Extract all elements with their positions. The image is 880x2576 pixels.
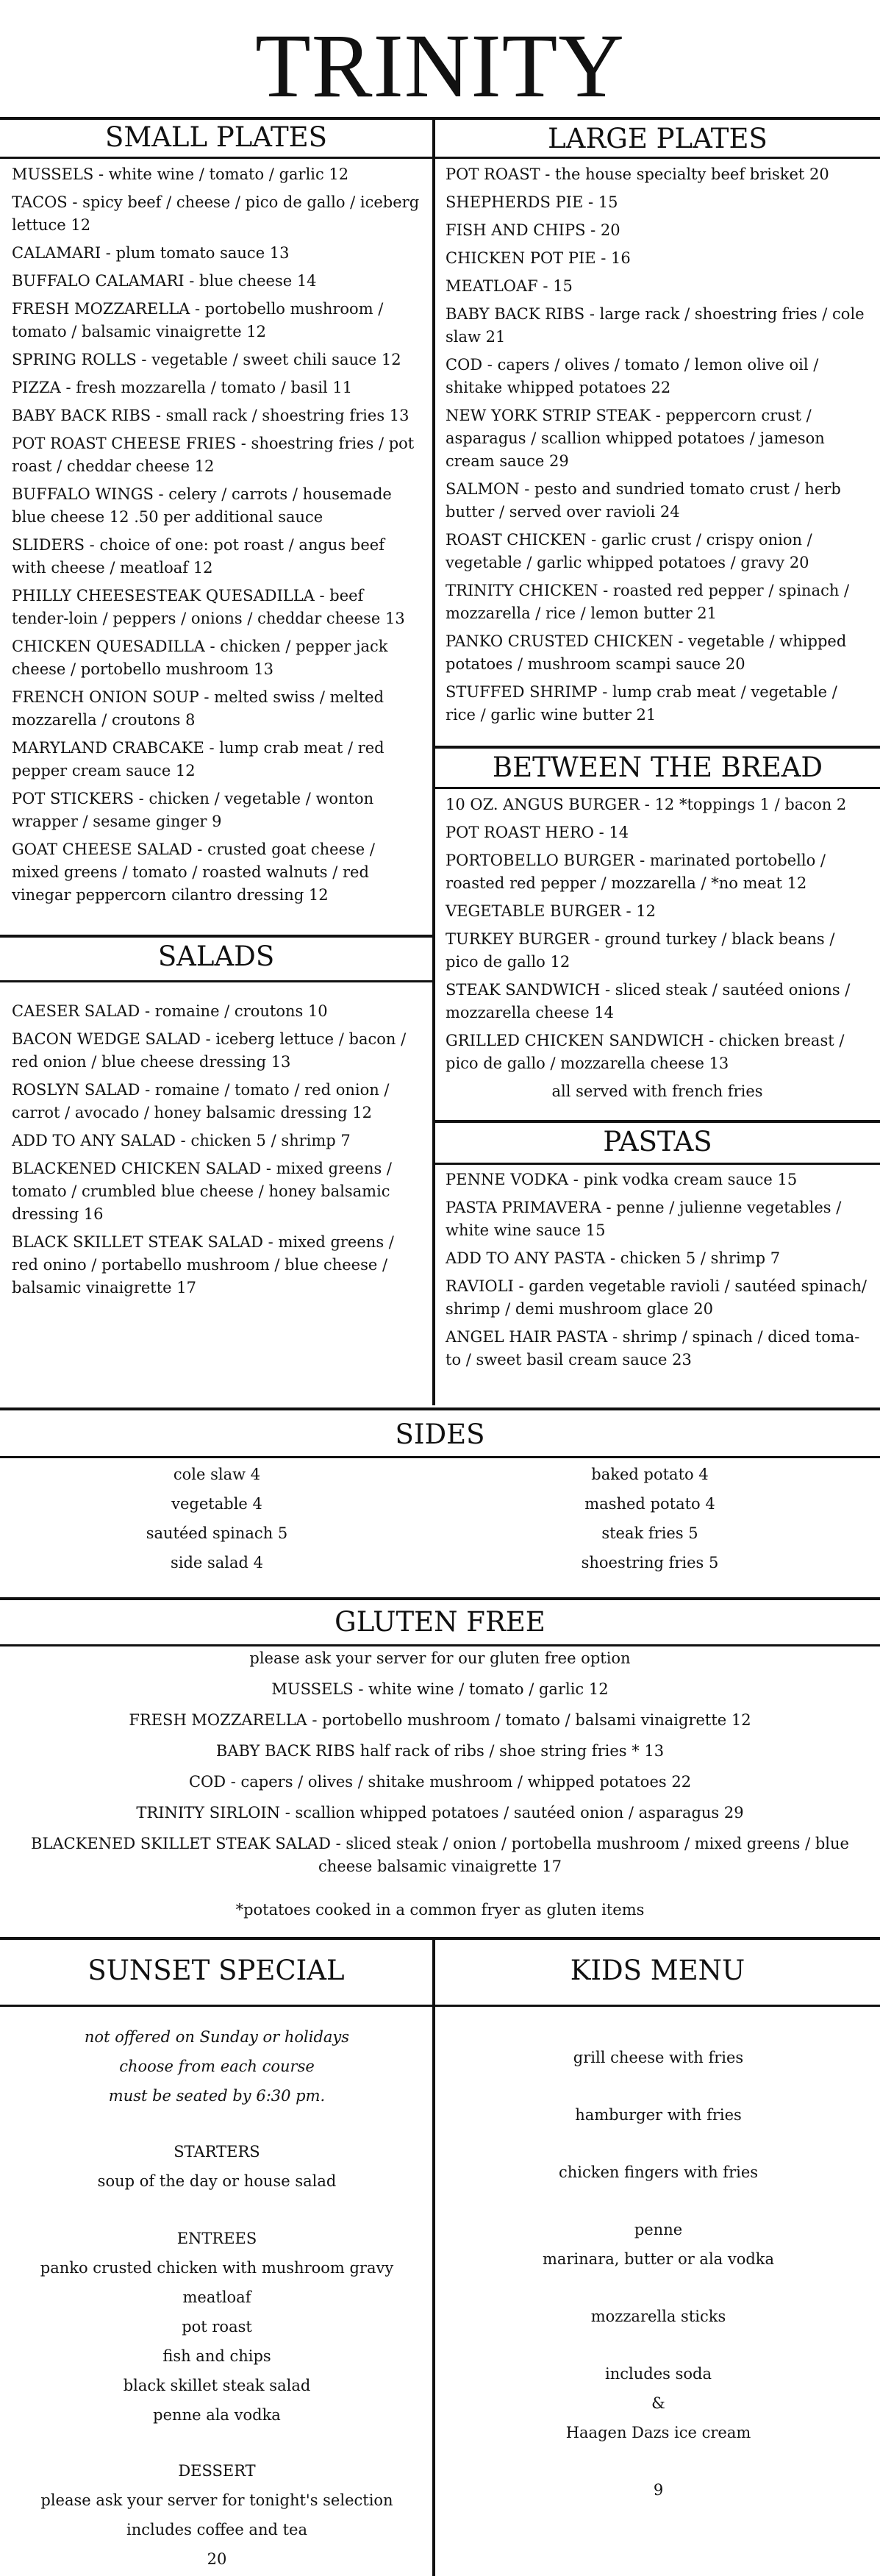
list-item: BLACKENED SKILLET STEAK SALAD - sliced steak / onion / portobella mushroom / mixed greens / blue cheese balsamic vinaigrette 17 xyxy=(31,1835,849,1875)
list-item: panko crusted chicken with mushroom gravy xyxy=(40,2259,394,2277)
list-item: please ask your server for tonight's selection xyxy=(40,2491,393,2509)
list-item: please ask your server for our gluten free option xyxy=(249,1649,631,1667)
list-item: MUSSELS - white wine / tomato / garlic 12 xyxy=(271,1680,609,1698)
divider-salads-top xyxy=(0,935,432,938)
list-item: TRINITY SIRLOIN - scallion whipped potatoes / sautéed onion / asparagus 29 xyxy=(136,1804,744,1822)
list-item: PANKO CRUSTED CHICKEN - vegetable / whipped potatoes / mushroom scampi sauce 20 xyxy=(446,632,847,673)
divider-pastas-top xyxy=(432,1120,880,1123)
list-item: CALAMARI - plum tomato sauce 13 xyxy=(12,244,290,262)
list-item: BABY BACK RIBS half rack of ribs / shoe string fries * 13 xyxy=(215,1742,665,1760)
list-item: mozzarella sticks xyxy=(590,2308,726,2325)
small-plates-heading: SMALL PLATES xyxy=(104,121,328,153)
divider-bread-top xyxy=(432,746,880,749)
list-item: PORTOBELLO BURGER - marinated portobello / roasted red pepper / mozzarella / *no meat 12 xyxy=(446,852,826,892)
list-item: POT STICKERS - chicken / vegetable / wonton wrapper / sesame ginger 9 xyxy=(12,790,374,830)
small-plates-list xyxy=(12,163,423,912)
list-item: penne ala vodka xyxy=(153,2406,281,2424)
kids-menu-heading: KIDS MENU xyxy=(570,1955,745,1986)
divider-specials-top xyxy=(0,1937,880,1940)
includes-line: & xyxy=(651,2394,665,2412)
list-item: meatloaf xyxy=(182,2288,251,2306)
large-plates-list xyxy=(446,163,869,732)
list-item: black skillet steak salad xyxy=(123,2377,311,2394)
list-item: FRENCH ONION SOUP - melted swiss / melted mozzarella / croutons 8 xyxy=(12,688,384,729)
list-item: CHICKEN POT PIE - 16 xyxy=(446,249,631,267)
list-item: BUFFALO CALAMARI - blue cheese 14 xyxy=(12,272,317,290)
list-item: STUFFED SHRIMP - lump crab meat / vegetable / rice / garlic wine butter 21 xyxy=(446,683,837,724)
penne-options: marinara, butter or ala vodka xyxy=(542,2250,775,2268)
list-item: fish and chips xyxy=(162,2347,271,2365)
divider-plates-header xyxy=(0,157,880,159)
list-item: BABY BACK RIBS - small rack / shoestring fries 13 xyxy=(12,407,409,424)
list-item: COD - capers / olives / tomato / lemon olive oil / shitake whipped potatoes 22 xyxy=(446,356,819,396)
list-item: ADD TO ANY PASTA - chicken 5 / shrimp 7 xyxy=(446,1249,781,1267)
sunset-special-content xyxy=(0,2022,434,2574)
list-item: FRESH MOZZARELLA - portobello mushroom / tomato / balsami vinaigrette 12 xyxy=(129,1711,751,1729)
list-item: PIZZA - fresh mozzarella / tomato / basil 11 xyxy=(12,379,353,396)
large-plates-heading: LARGE PLATES xyxy=(548,123,768,154)
list-item: RAVIOLI - garden vegetable ravioli / sautéed spinach/ shrimp / demi mushroom glace 20 xyxy=(446,1277,867,1318)
list-item: BACON WEDGE SALAD - iceberg lettuce / bacon / red onion / blue cheese dressing 13 xyxy=(12,1030,407,1071)
list-item: SLIDERS - choice of one: pot roast / angus beef with cheese / meatloaf 12 xyxy=(12,536,384,577)
restaurant-name: TRINITY xyxy=(255,15,625,116)
divider-bread-bottom xyxy=(432,787,880,789)
list-item: GOAT CHEESE SALAD - crusted goat cheese / mixed greens / tomato / roasted walnuts / red vinegar peppercorn cilantro dressing 12 xyxy=(12,841,375,904)
sunset-special-heading: SUNSET SPECIAL xyxy=(87,1955,345,1986)
kids-menu-content xyxy=(437,2043,880,2505)
list-item: TACOS - spicy beef / cheese / pico de gallo / iceberg lettuce 12 xyxy=(12,193,420,234)
kids-price: 9 xyxy=(653,2481,664,2499)
sunset-note: not offered on Sunday or holidays xyxy=(84,2028,350,2046)
list-item: NEW YORK STRIP STEAK - peppercorn crust / asparagus / scallion whipped potatoes / jameson cream sauce 29 xyxy=(446,407,825,470)
sides-heading: SIDES xyxy=(395,1419,485,1450)
dessert-label: DESSERT xyxy=(178,2462,256,2480)
list-item: pot roast xyxy=(182,2318,252,2336)
divider-salads-bottom xyxy=(0,980,432,982)
list-item: 10 OZ. ANGUS BURGER - 12 *toppings 1 / bacon 2 xyxy=(446,796,847,813)
list-item: POT ROAST HERO - 14 xyxy=(446,824,629,841)
list-item: POT ROAST - the house specialty beef brisket 20 xyxy=(446,165,829,183)
list-item: side salad 4 xyxy=(170,1554,264,1571)
list-item: hamburger with fries xyxy=(575,2106,742,2124)
divider-sides-top xyxy=(0,1407,880,1410)
list-item: BABY BACK RIBS - large rack / shoestring fries / cole slaw 21 xyxy=(446,305,865,346)
list-item: cole slaw 4 xyxy=(173,1466,261,1483)
list-item: PASTA PRIMAVERA - penne / julienne vegetables / white wine sauce 15 xyxy=(446,1199,842,1239)
salads-list xyxy=(12,1000,423,1305)
list-item: chicken fingers with fries xyxy=(558,2163,759,2181)
entrees-label: ENTREES xyxy=(176,2230,257,2247)
list-item: ANGEL HAIR PASTA - shrimp / spinach / diced toma-to / sweet basil cream sauce 23 xyxy=(446,1328,860,1369)
list-item: ROSLYN SALAD - romaine / tomato / red onion / carrot / avocado / honey balsamic dressing 12 xyxy=(12,1081,390,1121)
list-item: BUFFALO WINGS - celery / carrots / housemade blue cheese 12 .50 per additional sauce xyxy=(12,485,392,526)
list-item: SPRING ROLLS - vegetable / sweet chili sauce 12 xyxy=(12,351,401,368)
includes-line: Haagen Dazs ice cream xyxy=(565,2424,751,2441)
list-item: SALMON - pesto and sundried tomato crust / herb butter / served over ravioli 24 xyxy=(446,480,841,521)
list-item: PENNE VODKA - pink vodka cream sauce 15 xyxy=(446,1171,798,1188)
list-item: PHILLY CHEESESTEAK QUESADILLA - beef tender-loin / peppers / onions / cheddar cheese 13 xyxy=(12,587,405,627)
between-the-bread-heading: BETWEEN THE BREAD xyxy=(492,752,823,783)
list-item: BLACKENED CHICKEN SALAD - mixed greens / tomato / crumbled blue cheese / honey balsamic dressing 16 xyxy=(12,1160,393,1223)
sunset-note: choose from each course xyxy=(119,2058,315,2075)
list-item: includes coffee and tea xyxy=(126,2521,307,2538)
divider-top xyxy=(0,117,880,120)
sides-right-list xyxy=(437,1460,863,1577)
salads-heading: SALADS xyxy=(157,941,275,972)
list-item: POT ROAST CHEESE FRIES - shoestring fries / pot roast / cheddar cheese 12 xyxy=(12,435,415,475)
list-item: CHICKEN QUESADILLA - chicken / pepper jack cheese / portobello mushroom 13 xyxy=(12,638,388,678)
list-item: MUSSELS - white wine / tomato / garlic 12 xyxy=(12,165,349,183)
gluten-free-list xyxy=(0,1643,880,1878)
list-item: TRINITY CHICKEN - roasted red pepper / spinach / mozzarella / rice / lemon butter 21 xyxy=(446,582,850,622)
starters-label: STARTERS xyxy=(174,2143,260,2161)
list-item: GRILLED CHICKEN SANDWICH - chicken breast / pico de gallo / mozzarella cheese 13 xyxy=(446,1032,845,1072)
sunset-price: 20 xyxy=(207,2550,227,2568)
list-item: MEATLOAF - 15 xyxy=(446,277,573,295)
list-item: VEGETABLE BURGER - 12 xyxy=(446,902,657,920)
list-item: grill cheese with fries xyxy=(573,2049,744,2066)
list-item: FISH AND CHIPS - 20 xyxy=(446,221,620,239)
between-the-bread-list xyxy=(446,793,869,1108)
list-item: ADD TO ANY SALAD - chicken 5 / shrimp 7 xyxy=(12,1132,351,1149)
list-item: STEAK SANDWICH - sliced steak / sautéed onions / mozzarella cheese 14 xyxy=(446,981,851,1021)
list-item: mashed potato 4 xyxy=(584,1495,715,1513)
list-item: penne xyxy=(634,2221,683,2238)
gluten-free-note xyxy=(0,1894,880,1925)
divider-specials-bottom xyxy=(0,2005,880,2007)
list-item: baked potato 4 xyxy=(591,1466,709,1483)
list-item: shoestring fries 5 xyxy=(581,1554,719,1571)
bread-note: all served with french fries xyxy=(551,1082,763,1100)
divider-pastas-bottom xyxy=(432,1163,880,1165)
fryer-note: *potatoes cooked in a common fryer as gluten items xyxy=(235,1901,645,1919)
list-item: COD - capers / olives / shitake mushroom / whipped potatoes 22 xyxy=(188,1773,692,1791)
pastas-list xyxy=(446,1169,869,1377)
list-item: CAESER SALAD - romaine / croutons 10 xyxy=(12,1002,328,1020)
list-item: steak fries 5 xyxy=(601,1524,698,1542)
sides-left-list xyxy=(0,1460,434,1577)
list-item: ROAST CHICKEN - garlic crust / crispy onion / vegetable / garlic whipped potatoes / gravy 20 xyxy=(446,531,812,571)
list-item: SHEPHERDS PIE - 15 xyxy=(446,193,618,211)
list-item: vegetable 4 xyxy=(171,1495,262,1513)
includes-line: includes soda xyxy=(605,2365,712,2383)
sunset-note: must be seated by 6:30 pm. xyxy=(108,2087,326,2105)
list-item: MARYLAND CRABCAKE - lump crab meat / red pepper cream sauce 12 xyxy=(12,739,384,779)
list-item: sautéed spinach 5 xyxy=(146,1524,288,1542)
divider-sides-bottom xyxy=(0,1456,880,1458)
pastas-heading: PASTAS xyxy=(603,1126,712,1157)
divider-gluten-top xyxy=(0,1597,880,1600)
list-item: FRESH MOZZARELLA - portobello mushroom / tomato / balsamic vinaigrette 12 xyxy=(12,300,384,340)
list-item: BLACK SKILLET STEAK SALAD - mixed greens / red onino / portabello mushroom / blue cheese / balsamic vinaigrette 17 xyxy=(12,1233,394,1296)
list-item: TURKEY BURGER - ground turkey / black beans / pico de gallo 12 xyxy=(446,930,835,971)
gluten-free-heading: GLUTEN FREE xyxy=(335,1606,545,1638)
list-item: soup of the day or house salad xyxy=(97,2172,337,2190)
